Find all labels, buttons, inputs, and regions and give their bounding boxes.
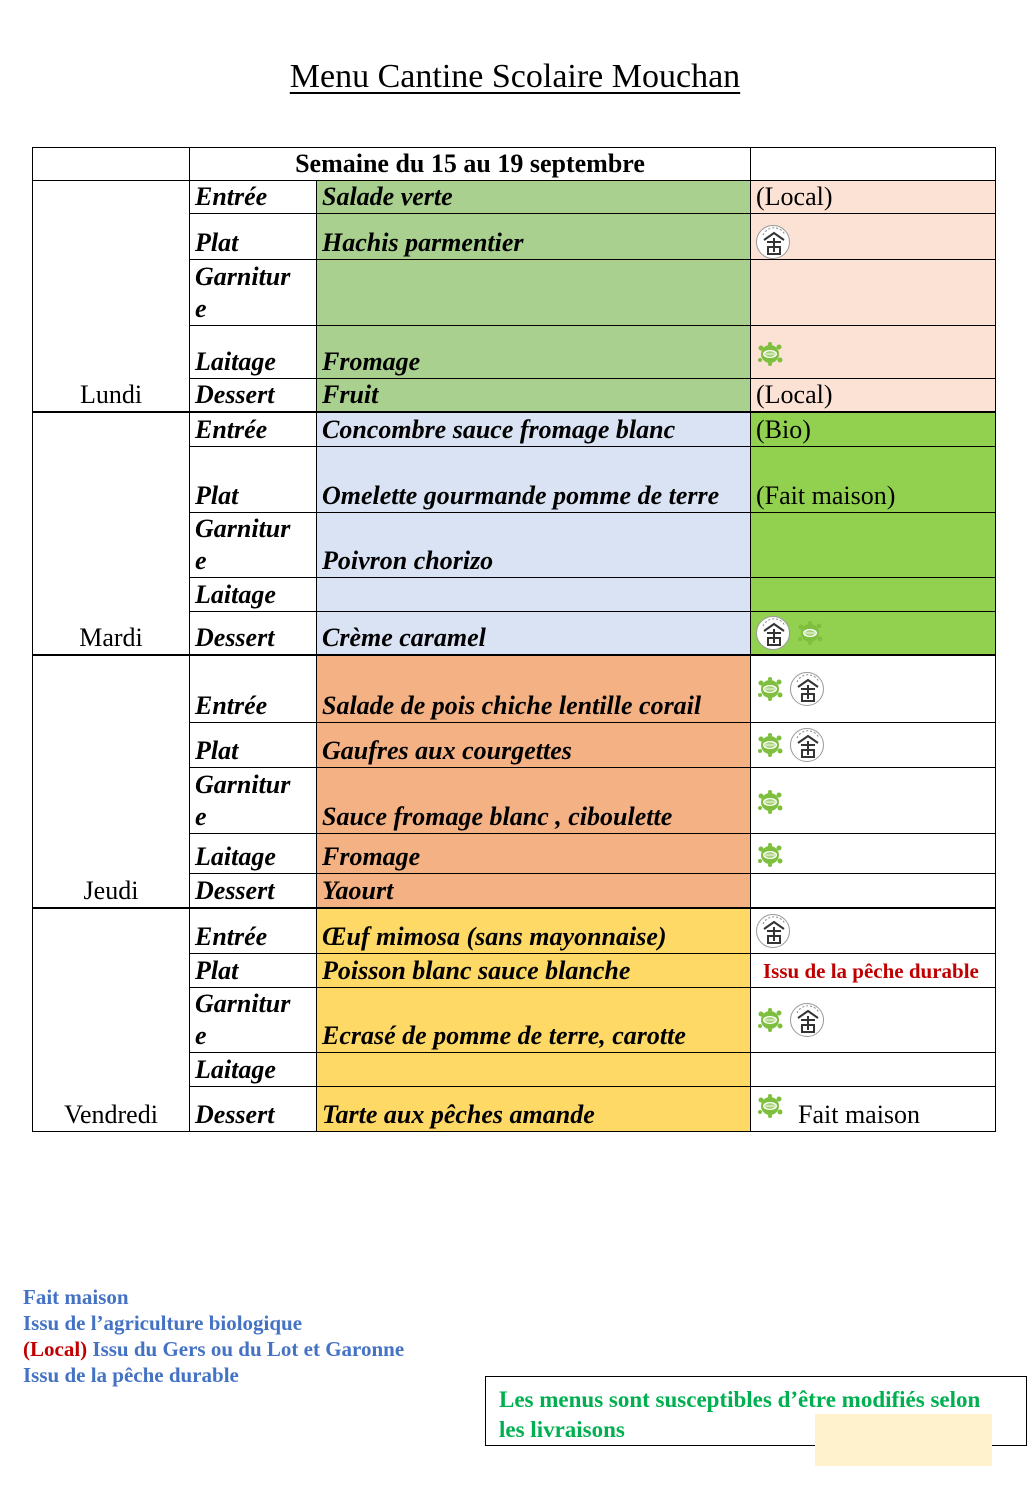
menu-table [32, 147, 996, 1132]
bio-icon [756, 1093, 784, 1119]
category-label: Laitage [190, 577, 317, 611]
info-cell [751, 908, 996, 953]
category-label: Garnitur e [190, 512, 317, 577]
dish-name [317, 577, 751, 611]
fait-maison-icon [756, 225, 790, 259]
bio-icon [756, 842, 784, 868]
peche-durable-note: Issu de la pêche durable [763, 958, 979, 983]
info-cell: (Fait maison) [751, 446, 996, 512]
dish-name: Fromage [317, 833, 751, 873]
menu-row [33, 908, 996, 953]
header-empty-cell [751, 148, 996, 181]
info-cell [751, 767, 996, 833]
category-label: Laitage [190, 1052, 317, 1086]
category-label: Entrée [190, 908, 317, 953]
header-empty-cell [33, 148, 190, 181]
legend-local [23, 1336, 404, 1362]
category-label: Laitage [190, 833, 317, 873]
notice-text: Les menus sont susceptibles d’être modifiés selon les livraisons [499, 1387, 981, 1442]
info-cell [751, 512, 996, 577]
bio-icon [756, 341, 784, 367]
info-cell [751, 1052, 996, 1086]
bio-icon [756, 1007, 784, 1033]
category-label: Dessert [190, 611, 317, 655]
category-label: Plat [190, 446, 317, 512]
category-label: Garnitur e [190, 767, 317, 833]
legend-bio: Issu de l’agriculture biologique [23, 1311, 303, 1335]
info-cell [751, 214, 996, 260]
category-label: Plat [190, 214, 317, 260]
menu-row [33, 181, 996, 214]
bio-icon [796, 620, 824, 646]
dish-name: Œuf mimosa (sans mayonnaise) [317, 908, 751, 953]
dish-name [317, 260, 751, 326]
fait-maison-icon [756, 914, 790, 948]
category-label: Dessert [190, 1086, 317, 1131]
category-label: Plat [190, 722, 317, 767]
day-name: Lundi [33, 181, 190, 413]
category-label: Dessert [190, 873, 317, 908]
info-cell: (Local) [751, 379, 996, 413]
dish-name: Concombre sauce fromage blanc [317, 412, 751, 446]
info-cell: (Local) [751, 181, 996, 214]
info-cell [751, 873, 996, 908]
dish-name: Gaufres aux courgettes [317, 722, 751, 767]
info-cell [751, 833, 996, 873]
day-name: Vendredi [33, 908, 190, 1131]
category-label: Garnitur e [190, 987, 317, 1052]
dish-name: Yaourt [317, 873, 751, 908]
legend-fait-maison: Fait maison [23, 1285, 129, 1309]
bio-icon [756, 789, 784, 815]
info-cell: (Bio) [751, 412, 996, 446]
legend [23, 1284, 404, 1388]
day-name: Mardi [33, 412, 190, 655]
day-name: Jeudi [33, 655, 190, 908]
bio-icon [756, 676, 784, 702]
info-cell [751, 577, 996, 611]
fait-maison-icon [790, 1003, 824, 1037]
dish-name: Tarte aux pêches amande [317, 1086, 751, 1131]
dish-name: Crème caramel [317, 611, 751, 655]
category-label: Entrée [190, 412, 317, 446]
page-title: Menu Cantine Scolaire Mouchan [289, 58, 741, 95]
info-cell [751, 1086, 996, 1131]
fait-maison-icon [756, 616, 790, 650]
info-cell [751, 655, 996, 722]
info-cell [751, 611, 996, 655]
info-cell [751, 326, 996, 379]
fait-maison-icon [790, 672, 824, 706]
info-cell [751, 953, 996, 987]
fait-maison-icon [790, 728, 824, 762]
dish-name: Hachis parmentier [317, 214, 751, 260]
dish-name: Fromage [317, 326, 751, 379]
dish-name: Ecrasé de pomme de terre, carotte [317, 987, 751, 1052]
week-label: Semaine du 15 au 19 septembre [190, 148, 751, 181]
category-label: Laitage [190, 326, 317, 379]
dish-name: Fruit [317, 379, 751, 413]
info-cell [751, 722, 996, 767]
dish-name: Sauce fromage blanc , ciboulette [317, 767, 751, 833]
notice-box [485, 1376, 1027, 1446]
dish-name [317, 1052, 751, 1086]
dish-name: Salade verte [317, 181, 751, 214]
category-label: Entrée [190, 181, 317, 214]
category-label: Entrée [190, 655, 317, 722]
bio-icon [756, 732, 784, 758]
category-label: Dessert [190, 379, 317, 413]
dish-name: Poisson blanc sauce blanche [317, 953, 751, 987]
info-cell [751, 987, 996, 1052]
legend-local-tag: (Local) [23, 1337, 88, 1361]
legend-peche: Issu de la pêche durable [23, 1363, 239, 1387]
fait-maison-text: Fait maison [798, 1099, 921, 1129]
category-label: Plat [190, 953, 317, 987]
menu-row [33, 412, 996, 446]
info-cell [751, 260, 996, 326]
menu-row [33, 655, 996, 722]
dish-name: Poivron chorizo [317, 512, 751, 577]
dish-name: Salade de pois chiche lentille corail [317, 655, 751, 722]
dish-name: Omelette gourmande pomme de terre [317, 446, 751, 512]
legend-local-text: Issu du Gers ou du Lot et Garonne [87, 1337, 405, 1361]
category-label: Garnitur e [190, 260, 317, 326]
